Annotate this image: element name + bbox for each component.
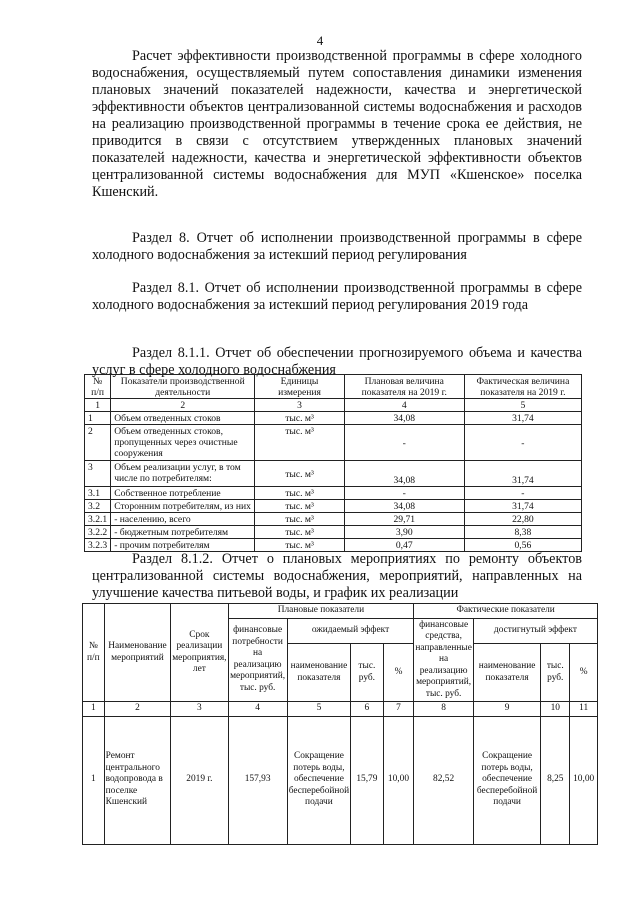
col-number: 4: [228, 702, 287, 717]
col-number: 11: [570, 702, 598, 717]
col-number: 5: [287, 702, 350, 717]
col-number: 9: [473, 702, 540, 717]
table-row: [85, 513, 582, 526]
row-fact: -: [464, 487, 581, 500]
col-header-unit: Единицы измерения: [255, 375, 344, 399]
table-header-row: [85, 375, 582, 399]
row-fact: 31,74: [464, 412, 581, 425]
row-measure-name: Ремонт центрального водопровода в поселке Кшенский: [104, 716, 171, 844]
row-plan: 34,08: [344, 412, 464, 425]
row-number: 2: [85, 425, 111, 461]
row-unit: тыс. м³: [255, 487, 344, 500]
row-number: 3: [85, 461, 111, 487]
repair-measures-table: [82, 603, 598, 845]
col-number: 10: [541, 702, 570, 717]
col-number: 1: [83, 702, 105, 717]
row-indicator: Собственное потребление: [111, 487, 255, 500]
col-number: 2: [111, 399, 255, 412]
col-header-number: № п/п: [85, 375, 111, 399]
row-fin-plan: 157,93: [228, 716, 287, 844]
table-row: [85, 539, 582, 552]
col-number: 3: [255, 399, 344, 412]
row-indicator: Объем отведенных стоков, пропущенных через очистные сооружения: [111, 425, 255, 461]
row-fact: 8,38: [464, 526, 581, 539]
col-header-plan-indicator: наименование показателя: [287, 644, 350, 702]
column-number-row: [83, 702, 598, 717]
row-number: 3.1: [85, 487, 111, 500]
col-header-fin-fact: финансовые средства, направленные на реализацию мероприятий, тыс. руб.: [414, 618, 474, 702]
row-term: 2019 г.: [171, 716, 228, 844]
row-indicator: - населению, всего: [111, 513, 255, 526]
col-number: 6: [351, 702, 384, 717]
col-header-fact-indicator: наименование показателя: [473, 644, 540, 702]
row-fact: 22,80: [464, 513, 581, 526]
row-fin-fact: 82,52: [414, 716, 474, 844]
table-row: [85, 500, 582, 513]
row-indicator: Объем отведенных стоков: [111, 412, 255, 425]
col-header-plan-pct: %: [383, 644, 414, 702]
row-number: 1: [85, 412, 111, 425]
section-8-heading: Раздел 8. Отчет об исполнении производственной программы в сфере холодного водоснабжения за истекший период регулирования: [92, 230, 582, 263]
row-plan: 34,08: [344, 461, 464, 487]
row-number: 3.2.2: [85, 526, 111, 539]
row-indicator: Объем реализации услуг, в том числе по потребителям:: [111, 461, 255, 487]
row-unit: тыс. м³: [255, 513, 344, 526]
col-header-number: № п/п: [83, 604, 105, 702]
row-plan: 3,90: [344, 526, 464, 539]
intro-paragraph: Расчет эффективности производственной программы в сфере холодного водоснабжения, осуществляемый путем сопоставления динамики изменения плановых значений показателей надежности, качества и энергетической эффективности объектов централизованной системы водоснабжения и расходов на реализацию производственной программы в течение срока ее действия, не приводится в связи с отсутствием утвержденных плановых значений показателей надежности, качества и энергетической эффективности объектов централизованной системы водоснабжения для МУП «Кшенское» поселка Кшенский.: [92, 48, 582, 200]
row-fact-rub: 8,25: [541, 716, 570, 844]
col-number: 2: [104, 702, 171, 717]
row-fact-effect: Сокращение потерь воды, обеспечение бесперебойной подачи: [473, 716, 540, 844]
section-8-1-heading: Раздел 8.1. Отчет об исполнении производственной программы в сфере холодного водоснабжения за истекший период регулирования 2019 года: [92, 280, 582, 313]
row-number: 1: [83, 716, 105, 844]
col-number: 3: [171, 702, 228, 717]
col-number: 1: [85, 399, 111, 412]
row-fact-pct: 10,00: [570, 716, 598, 844]
col-number: 8: [414, 702, 474, 717]
table-row: [85, 412, 582, 425]
table-row: [85, 526, 582, 539]
page-number: 4: [316, 33, 324, 48]
table-row: [85, 425, 582, 461]
section-8-1-2-heading: Раздел 8.1.2. Отчет о плановых мероприятиях по ремонту объектов централизованной системы водоснабжения, мероприятий, направленных на улучшение качества питьевой воды, и график их реализации: [92, 551, 582, 601]
table-row: [85, 487, 582, 500]
row-plan: 34,08: [344, 500, 464, 513]
col-header-indicator: Показатели производственной деятельности: [111, 375, 255, 399]
col-header-fin-plan: финансовые потребности на реализацию мероприятий, тыс. руб.: [228, 618, 287, 702]
row-unit: тыс. м³: [255, 412, 344, 425]
col-header-fact: Фактическая величина показателя на 2019 г.: [464, 375, 581, 399]
col-header-plan-group: Плановые показатели: [228, 604, 414, 619]
row-plan: 0,47: [344, 539, 464, 552]
row-unit: тыс. м³: [255, 425, 344, 461]
row-unit: тыс. м³: [255, 461, 344, 487]
row-plan-pct: 10,00: [383, 716, 414, 844]
col-number: 4: [344, 399, 464, 412]
row-indicator: Сторонним потребителям, из них: [111, 500, 255, 513]
section-8-1-1-heading: Раздел 8.1.1. Отчет об обеспечении прогнозируемого объема и качества услуг в сфере холодного водоснабжения: [92, 345, 582, 378]
row-plan-effect: Сокращение потерь воды, обеспечение бесперебойной подачи: [287, 716, 350, 844]
volume-quality-table: [84, 374, 582, 552]
table-row: [83, 716, 598, 844]
col-header-fact-rub: тыс. руб.: [541, 644, 570, 702]
col-header-measure-name: Наименование мероприятий: [104, 604, 171, 702]
col-header-term: Срок реализации мероприятия, лет: [171, 604, 228, 702]
row-plan-rub: 15,79: [351, 716, 384, 844]
col-number: 7: [383, 702, 414, 717]
header-row-1: [83, 604, 598, 619]
table-row: [85, 461, 582, 487]
col-header-expected-effect: ожидаемый эффект: [287, 618, 414, 644]
row-number: 3.2.3: [85, 539, 111, 552]
row-number: 3.2: [85, 500, 111, 513]
row-fact: 31,74: [464, 461, 581, 487]
col-header-plan: Плановая величина показателя на 2019 г.: [344, 375, 464, 399]
column-number-row: [85, 399, 582, 412]
row-unit: тыс. м³: [255, 526, 344, 539]
row-plan: -: [344, 425, 464, 461]
row-fact: -: [464, 425, 581, 461]
col-header-plan-rub: тыс. руб.: [351, 644, 384, 702]
row-plan: 29,71: [344, 513, 464, 526]
col-number: 5: [464, 399, 581, 412]
row-indicator: - прочим потребителям: [111, 539, 255, 552]
row-unit: тыс. м³: [255, 500, 344, 513]
col-header-achieved-effect: достигнутый эффект: [473, 618, 597, 644]
row-indicator: - бюджетным потребителям: [111, 526, 255, 539]
row-unit: тыс. м³: [255, 539, 344, 552]
col-header-fact-group: Фактические показатели: [414, 604, 598, 619]
col-header-fact-pct: %: [570, 644, 598, 702]
row-number: 3.2.1: [85, 513, 111, 526]
row-plan: -: [344, 487, 464, 500]
row-fact: 31,74: [464, 500, 581, 513]
row-fact: 0,56: [464, 539, 581, 552]
